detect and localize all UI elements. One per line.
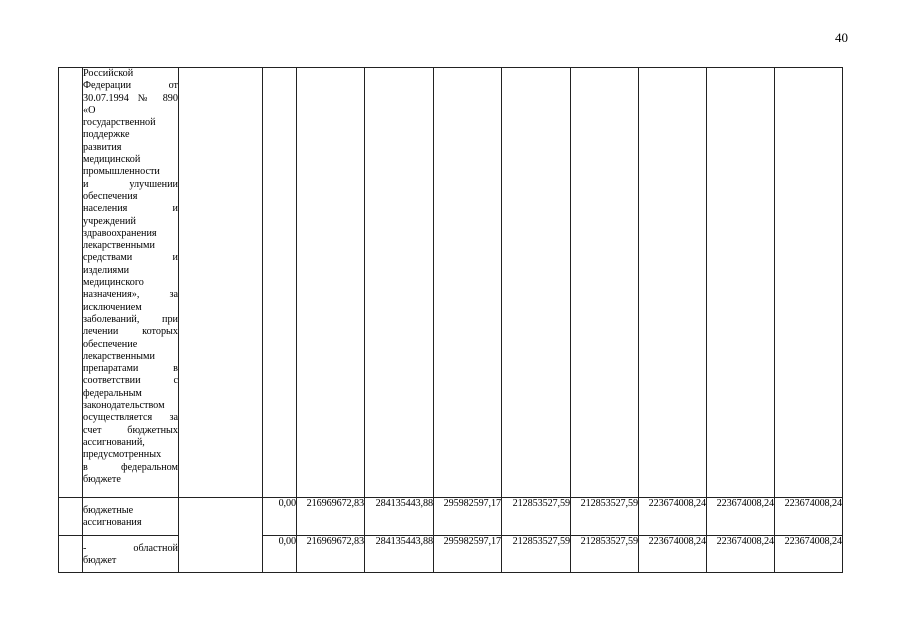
value-cell: 0,00 <box>263 536 297 573</box>
value-cell: 212853527,59 <box>502 498 571 536</box>
description-line: промышленности <box>83 166 160 178</box>
empty-cell <box>179 68 263 498</box>
cell-number <box>59 498 83 536</box>
empty-cell <box>263 68 297 498</box>
description-line: учреждений <box>83 215 136 227</box>
value-cell: 216969672,83 <box>297 536 365 573</box>
row-label <box>83 498 179 536</box>
row-label-line: бюджет <box>83 555 117 567</box>
value-cell: 216969672,83 <box>297 498 365 536</box>
value-cell: 223674008,24 <box>639 536 707 573</box>
merged-cell <box>179 498 263 573</box>
empty-cell <box>571 68 639 498</box>
value-cell: 223674008,24 <box>775 536 843 573</box>
value-cell: 295982597,17 <box>434 498 502 536</box>
empty-cell <box>707 68 775 498</box>
description-line: лекарственными <box>83 350 155 362</box>
description-line: населения и <box>83 203 178 215</box>
value-cell: 212853527,59 <box>571 498 639 536</box>
value-cell: 212853527,59 <box>502 536 571 573</box>
description-line: исключением <box>83 301 142 313</box>
value-cell: 284135443,88 <box>365 498 434 536</box>
table-row-budget-allocations <box>59 498 843 536</box>
value-cell: 212853527,59 <box>571 536 639 573</box>
description-line: предусмотренных <box>83 449 162 461</box>
empty-cell <box>365 68 434 498</box>
page-number: 40 <box>835 30 848 45</box>
description-line: Российской <box>83 68 134 79</box>
row-label-line: ассигнования <box>83 517 142 529</box>
value-cell: 295982597,17 <box>434 536 502 573</box>
value-cell: 284135443,88 <box>365 536 434 573</box>
description-line: обеспечение <box>83 338 138 350</box>
description-cell <box>83 68 179 498</box>
description-line: бюджете <box>83 473 121 485</box>
value-cell: 223674008,24 <box>639 498 707 536</box>
description-line: и улучшении <box>83 178 178 190</box>
row-label-line: бюджетные <box>83 505 134 516</box>
description-line: поддержке <box>83 129 130 141</box>
value-cell: 223674008,24 <box>775 498 843 536</box>
description-line: лечении которых <box>83 326 178 338</box>
description-line: средствами и <box>83 252 178 264</box>
description-line: препаратами в <box>83 363 178 375</box>
description-line: ассигнований, <box>83 436 145 448</box>
description-line: государственной <box>83 117 156 129</box>
description-line: заболеваний, при <box>83 313 178 325</box>
value-cell: 223674008,24 <box>707 536 775 573</box>
table-row-regional-budget <box>59 536 843 573</box>
description-line: 30.07.1994 № 890 <box>83 92 178 104</box>
empty-cell <box>434 68 502 498</box>
description-line: здравоохранения <box>83 227 157 239</box>
empty-cell <box>639 68 707 498</box>
value-cell: 223674008,24 <box>707 498 775 536</box>
description-line: лекарственными <box>83 240 155 252</box>
description-line: законодательством <box>83 400 165 412</box>
budget-table <box>58 67 843 573</box>
cell-number <box>59 68 83 498</box>
description-line: развития <box>83 141 122 153</box>
empty-cell <box>297 68 365 498</box>
value-cell: 0,00 <box>263 498 297 536</box>
description-line: обеспечения <box>83 190 138 202</box>
empty-cell <box>775 68 843 498</box>
description-line: изделиями <box>83 264 130 276</box>
description-line: «О <box>83 104 96 116</box>
row-label <box>83 536 179 573</box>
description-line: федеральным <box>83 387 142 399</box>
row-label-line: - областной <box>83 543 178 554</box>
description-line: соответствии с <box>83 375 178 387</box>
description-line: медицинской <box>83 154 141 166</box>
description-line: медицинского <box>83 277 144 289</box>
description-line: в федеральном <box>83 461 178 473</box>
cell-number <box>59 536 83 573</box>
table-row-description <box>59 68 843 498</box>
description-line: осуществляется за <box>83 412 178 424</box>
description-line: назначения», за <box>83 289 178 301</box>
description-line: Федерации от <box>83 80 178 92</box>
empty-cell <box>502 68 571 498</box>
description-line: счет бюджетных <box>83 424 178 436</box>
